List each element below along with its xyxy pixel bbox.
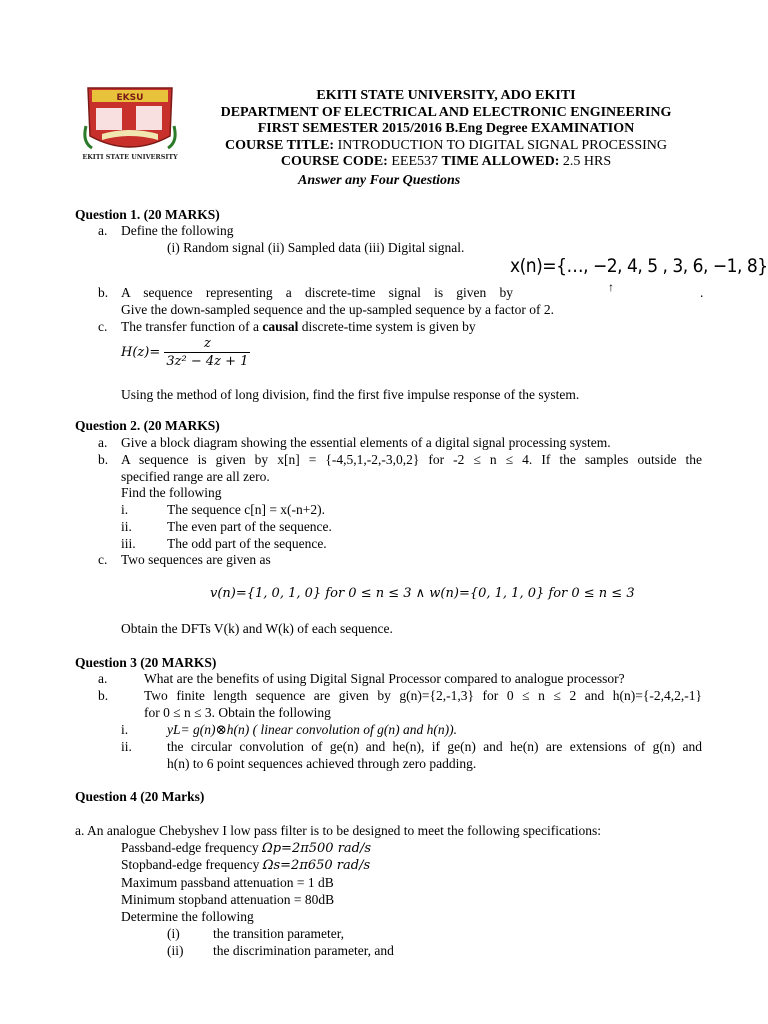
q3-a-marker: a. (98, 671, 108, 686)
q2-c-marker: c. (98, 552, 108, 567)
course-code-label: COURSE CODE: (280, 154, 388, 169)
exam-header (186, 88, 706, 171)
q2-item-1-marker: i. (121, 502, 129, 517)
university-name: EKITI STATE UNIVERSITY, ADO EKITI (316, 88, 576, 103)
q2-b-text2: specified range are all zero. (121, 469, 270, 484)
q4-determine: Determine the following (121, 909, 254, 924)
q4-min-attenuation: Minimum stopband attenuation = 80dB (121, 892, 335, 907)
q4-item-2-text: the discrimination parameter, and (213, 943, 394, 958)
transfer-function (121, 335, 250, 370)
q2-sequence-equation: v(n)={1, 0, 1, 0} for 0 ≤ n ≤ 3 ∧ w(n)={0, 1, 1, 0} for 0 ≤ n ≤ 3 (210, 586, 635, 601)
q3-ii-marker: ii. (121, 739, 132, 754)
time-allowed: 2.5 HRS (559, 154, 612, 169)
q3-ii-text1: the circular convolution of ge(n) and he(n), if ge(n) and he(n) are extensions of g(n) and (167, 739, 702, 754)
q1-a-items: (i) Random signal (ii) Sampled data (iii) Digital signal. (167, 240, 465, 255)
course-code: EEE537 (387, 154, 442, 169)
origin-arrow-icon: ↑ (608, 280, 614, 294)
q1-b-dot: . (700, 285, 704, 300)
question-4-title: Question 4 (20 Marks) (75, 789, 205, 804)
logo-crest-icon (82, 86, 178, 162)
logo-bottom-text: EKITI STATE UNIVERSITY (82, 153, 178, 161)
semester-line: FIRST SEMESTER 2015/2016 B.Eng Degree EXAMINATION (257, 121, 635, 136)
course-title-line (186, 138, 706, 155)
q1-b-text2: Give the down-sampled sequence and the up-sampled sequence by a factor of 2. (121, 302, 554, 317)
q2-c-text2: Obtain the DFTs V(k) and W(k) of each sequence. (121, 621, 393, 636)
q4-stopband-eq: Ωs=2π650 rad/s (262, 858, 371, 873)
q2-item-3-text: The odd part of the sequence. (167, 536, 327, 551)
q4-passband (121, 839, 371, 857)
q2-b-marker: b. (98, 452, 109, 467)
q1-b-text: A sequence representing a discrete-time signal is given by (121, 285, 513, 300)
q1-c-text (121, 318, 476, 335)
q1-c-marker: c. (98, 319, 108, 334)
question-2-title: Question 2. (20 MARKS) (75, 418, 220, 433)
course-title-label: COURSE TITLE: (225, 137, 335, 153)
h-denominator: 3z² − 4z + 1 (166, 354, 249, 369)
h-lhs: H(z)= (121, 345, 161, 360)
logo-top-text: EKSU (116, 93, 144, 103)
q2-a-text: Give a block diagram showing the essential elements of a digital signal processing system. (121, 435, 611, 450)
q1-sequence-equation: x(n)={…, −2, 4, 5 , 3, 6, −1, 8} (510, 255, 768, 277)
q1-a-marker: a. (98, 223, 108, 238)
q3-b-text2: for 0 ≤ n ≤ 3. Obtain the following (144, 705, 331, 720)
q2-c-text: Two sequences are given as (121, 552, 271, 567)
q3-b-marker: b. (98, 688, 109, 703)
q3-a-text: What are the benefits of using Digital Signal Processor compared to analogue processor? (144, 671, 625, 686)
q1-a-text: Define the following (121, 223, 234, 238)
course-title: INTRODUCTION TO DIGITAL SIGNAL PROCESSING (334, 137, 667, 153)
question-1-title: Question 1. (20 MARKS) (75, 207, 220, 222)
h-fraction (164, 335, 250, 370)
q3-i-marker: i. (121, 722, 129, 737)
q4-a-text: a. An analogue Chebyshev I low pass filter is to be designed to meet the following specifications: (75, 823, 602, 838)
q2-b-text3: Find the following (121, 485, 222, 500)
q1-c-text-post: discrete-time system is given by (298, 319, 476, 334)
question-3-title: Question 3 (20 MARKS) (75, 655, 217, 670)
q2-item-3-marker: iii. (121, 536, 136, 551)
q3-ii-text2: h(n) to 6 point sequences achieved through zero padding. (167, 756, 477, 771)
q4-stopband-label: Stopband-edge frequency (121, 857, 263, 872)
q4-passband-eq: Ωp=2π500 rad/s (261, 841, 372, 856)
q4-item-1-text: the transition parameter, (213, 926, 345, 941)
q3-i-text: yL= g(n)⊗h(n) ( linear convolution of g(n) and h(n)). (167, 722, 457, 737)
q4-item-2-marker: (ii) (167, 943, 184, 958)
instruction: Answer any Four Questions (298, 173, 461, 188)
q1-c-text-bold: causal (262, 319, 299, 334)
q2-item-2-marker: ii. (121, 519, 132, 534)
q3-b-text1: Two finite length sequence are given by g(n)={2,-1,3} for 0 ≤ n ≤ 2 and h(n)={-2,4,2,-1} (144, 688, 702, 703)
q4-passband-label: Passband-edge frequency (121, 840, 262, 855)
q1-c-text2: Using the method of long division, find the first five impulse response of the system. (121, 387, 580, 402)
q4-item-1-marker: (i) (167, 926, 180, 941)
q4-max-attenuation: Maximum passband attenuation = 1 dB (121, 875, 334, 890)
q2-b-text1: A sequence is given by x[n] = {-4,5,1,-2,-3,0,2} for -2 ≤ n ≤ 4. If the samples outside the (121, 452, 702, 467)
q1-b-marker: b. (98, 285, 109, 300)
university-logo (82, 86, 178, 162)
q2-item-1-text: The sequence c[n] = x(-n+2). (167, 502, 326, 517)
department-name: DEPARTMENT OF ELECTRICAL AND ELECTRONIC ENGINEERING (220, 104, 672, 120)
q2-item-2-text: The even part of the sequence. (167, 519, 332, 534)
q2-a-marker: a. (98, 435, 108, 450)
course-code-line (186, 154, 706, 171)
h-numerator: z (164, 335, 250, 353)
time-label: TIME ALLOWED: (441, 154, 560, 169)
q1-c-text-pre: The transfer function of a (121, 319, 263, 334)
q4-stopband (121, 856, 370, 874)
